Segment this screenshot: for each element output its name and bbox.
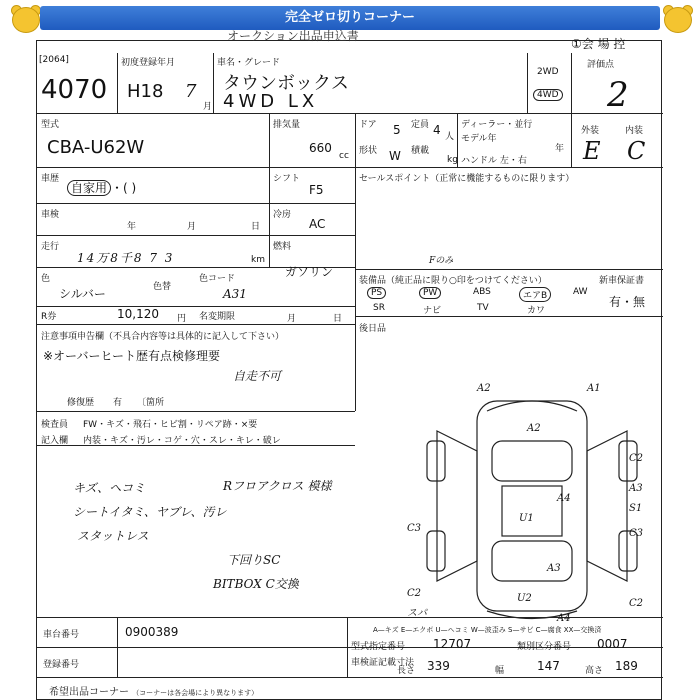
first-reg-month: 7 [185,81,197,102]
diagram-mark: スパ [407,608,427,619]
chassis-number: 0900389 [125,625,179,639]
rating-label: 評価点 [587,60,615,70]
hand-note: Rフロアクロス 模様 [223,479,332,493]
hand-note: BITBOX C交換 [213,577,299,591]
diagram-mark: C3 [629,528,644,539]
car-damage-diagram [407,371,657,621]
hand-note: 下回りSC [227,553,281,567]
spec-code-1: 12707 [433,637,472,651]
diagram-mark: S1 [629,503,643,514]
notes-line2: 自走不可 [233,369,282,383]
body-type: W [389,149,401,163]
length: 339 [427,659,450,673]
entry-row: 内装・キズ・汚レ・コゲ・穴・スレ・キレ・破レ [83,436,281,446]
diagram-mark: A3 [547,563,561,574]
form-title: オークション出品申込書 [227,29,359,43]
shift: F5 [309,183,324,197]
diagram-mark: A1 [587,383,601,394]
capacity: 4 [433,123,441,137]
height: 189 [615,659,638,673]
diagram-mark: C3 [407,523,422,534]
venue-label: ①会 場 控 [571,37,626,51]
banner-title: 完全ゼロ切りコーナー [40,6,660,30]
rating-interior: C [627,137,646,165]
recycle-fee: 10,120 [117,307,159,321]
width: 147 [537,659,560,673]
spec-code-2: 0007 [597,637,628,651]
mascot-icon [662,3,692,33]
doors: 5 [393,123,401,137]
rating-score: 2 [607,75,629,115]
diagram-mark: U1 [519,513,534,524]
diagram-mark: A4 [557,613,571,621]
inspector-row: FW・キズ・飛石・ヒビ割・リペア跡・×要 [83,420,258,430]
auction-sheet: オークション出品申込書 ①会 場 控 [2064] 4070 初度登録年月 H18 7 月 車名・グレード タウンボックス 4WD LX 2WD 4WD 評価点 2 外装 内装 E C 型式 CBA-U62W 排気量 660 cc ドア 5 定員 4 人 形状 W 積載 kg ディーラー・並行 モデル年 年 ハンドル 左・右 車歴 自家用 ・( ) シフト F5 セールスポイント（正常に機能するものに限ります） 車検 年 月 日 冷房 AC 走行 14万8千8 7 3 km 燃料 ガソリン 色 シルバー 色替 色コード A31 Fのみ 装備品（純正品に限り○印をつけてください） 新車保証書 有・無 PS PW ABS エアB AW SR ナビ TV カワ 後日品 R券 10,120 円 名変期限 月 日 注意事項申告欄（不具合内容等は具体的に記入して下さい） ※オーバーヒート歴有点検修理要 自走不可 修復歴 有 〔箇所 検査員 FW・キズ・飛石・ヒビ割・リペア跡・×要 記入欄 内装・キズ・汚レ・コゲ・穴・スレ・キレ・破レ キズ、ヘコミ シートイタミ、ヤブレ、汚レ スタットレス Rフロアクロス 模様 下回りSC BITBOX C交換 A2 A1 A2 C2 A4 A3 S1 U1 C3 C3 A3 C2 U2 C2 A4 スパ A—キズ E—エクボ U—ヘコミ W—波歪み S—サビ C—腐食 XX—交換済 車台番号 0900389 登録番号 型式指定番号 12707 類別区分番号 0007 車検証記載寸法 長さ 339 幅 147 高さ 189 希望出品コーナー （コーナーは各会場により異なります） [36,40,662,700]
displacement: 660 [309,141,332,155]
fuel: ガソリン [285,265,334,279]
first-reg-label: 初度登録年月 [121,58,176,68]
model-name-label: 車名・グレード [217,58,281,68]
diagram-mark: C2 [407,588,422,599]
diagram-mark: U2 [517,593,532,604]
drive-2wd: 2WD [537,67,559,77]
first-reg-era: H18 [127,81,164,102]
diagram-mark: A3 [629,483,643,494]
ac: AC [309,217,326,231]
color: シルバー [59,287,106,301]
mileage: 14万8千8 7 3 [77,251,175,265]
hand-note: スタットレス [77,529,149,543]
lot-number: 4070 [41,75,108,105]
model-code: CBA-U62W [47,137,145,158]
diagram-mark: C2 [629,598,644,609]
rating-exterior: E [583,137,601,165]
diagram-mark: A4 [557,493,571,504]
mascot-icon [10,3,40,33]
color-code: A31 [223,287,247,301]
model-name: タウンボックス [223,73,349,94]
diagram-mark: A2 [527,423,541,434]
grade: 4WD LX [223,91,319,112]
notes-line1: ※オーバーヒート歴有点検修理要 [43,349,220,363]
damage-legend: A—キズ E—エクボ U—ヘコミ W—波歪み S—サビ C—腐食 XX—交換済 [373,626,602,634]
hope-corner-label: 希望出品コーナー （コーナーは各会場により異なります） [49,687,259,698]
equipment-note: Fのみ [429,256,454,266]
drive-4wd: 4WD [533,89,563,101]
diagram-mark: C2 [629,453,644,464]
ref-code: [2064] [39,55,69,65]
history-value: 自家用 ・( ) [67,179,136,196]
warranty: 有・無 [609,295,646,309]
hand-note: シートイタミ、ヤブレ、汚レ [73,505,227,519]
hand-note: キズ、ヘコミ [73,481,146,495]
diagram-mark: A2 [477,383,491,394]
